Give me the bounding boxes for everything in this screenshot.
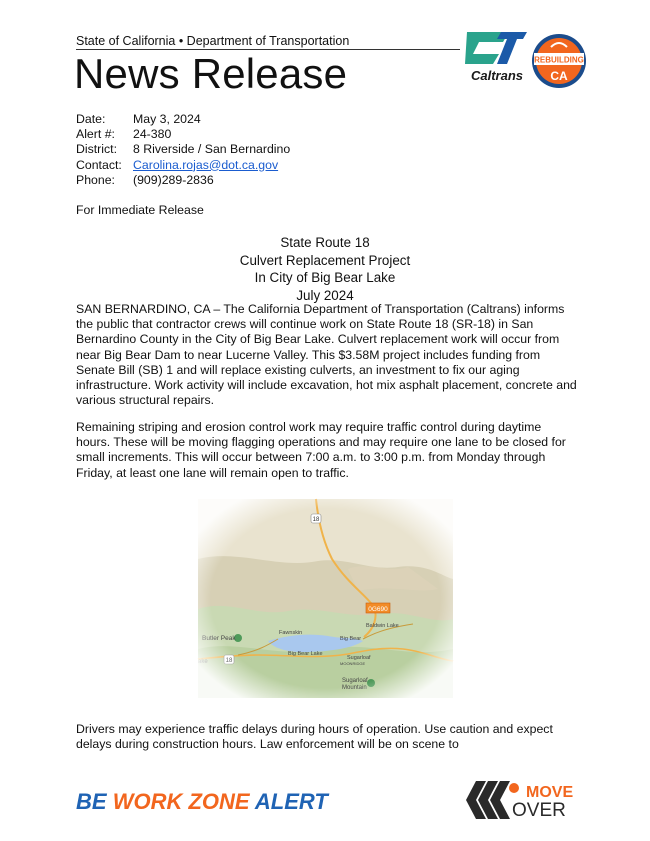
meta-value: (909)289-2836 (133, 172, 214, 187)
agency-line: State of California • Department of Transportation (76, 34, 350, 48)
headline-line: Culvert Replacement Project (239, 252, 411, 268)
meta-value: May 3, 2024 (133, 112, 201, 126)
contact-email-link[interactable]: Carolina.rojas@dot.ca.gov (133, 157, 279, 172)
meta-label: District: (76, 142, 117, 157)
work-zone-be: BE (76, 789, 113, 814)
headline-line: July 2024 (296, 287, 354, 303)
meta-row-contact (76, 158, 290, 173)
body-paragraph-3: Drivers may experience traffic delays during hours of operation. Use caution and expect delays during construction hours. Law enforcement will be on scene to (76, 722, 553, 752)
meta-row-alert (76, 127, 290, 142)
release-type: For Immediate Release (76, 203, 204, 217)
page-title: News Release (74, 50, 348, 97)
meta-row-district (76, 142, 290, 157)
headline-line: In City of Big Bear Lake (254, 270, 396, 285)
release-meta (76, 112, 290, 188)
meta-value: 24-380 (133, 127, 172, 142)
work-zone-alert: ALERT (254, 789, 328, 814)
headline-line: State Route 18 (280, 235, 370, 250)
caltrans-logo (461, 28, 529, 86)
meta-label: Alert #: (76, 127, 115, 142)
work-zone-alert-logo (76, 787, 328, 820)
meta-label: Phone: (76, 172, 115, 187)
meta-row-date (76, 112, 290, 127)
meta-row-phone (76, 173, 290, 188)
meta-label: Contact: (76, 157, 122, 172)
move-text: MOVE (526, 784, 574, 801)
rebuilding-ca-badge (531, 33, 587, 89)
move-over-logo (464, 779, 576, 826)
work-zone-text: WORK ZONE (112, 789, 255, 814)
badge-bottom-text: CA (550, 69, 568, 83)
body-paragraph-2: Remaining striping and erosion control work may require traffic control during daytime hours. These will be moving flagging operations and may require one lane to be closed for small increments. This will occur between 7:00 a.m. to 3:00 p.m. from Monday through Friday, at least one lane will remain open to traffic. (76, 420, 566, 480)
headline (75, 234, 575, 304)
svg-text:BE WORK ZONE ALERT (76, 789, 329, 814)
meta-label: Date: (76, 112, 106, 126)
badge-top-text: REBUILDING (534, 55, 584, 65)
meta-value: 8 Riverside / San Bernardino (133, 142, 291, 157)
over-text: OVER (512, 800, 566, 821)
project-map (198, 499, 453, 698)
caltrans-logo-text: Caltrans (471, 68, 524, 83)
body-paragraph-1: SAN BERNARDINO, CA – The California Department of Transportation (Caltrans) informs the public that contractor crews will continue work on State Route 18 (SR-18) in San Bernardino County in the City of Big Bear Lake. Culvert replacement work will occur from near Big Bear Dam to near Lucerne Valley. This $3.58M project includes funding from Senate Bill (SB) 1 and will replace existing culverts, an investment to fix our aging infrastructure. Work activity will include excavation, hot mix asphalt placement, concrete and various structural repairs. (76, 302, 577, 408)
